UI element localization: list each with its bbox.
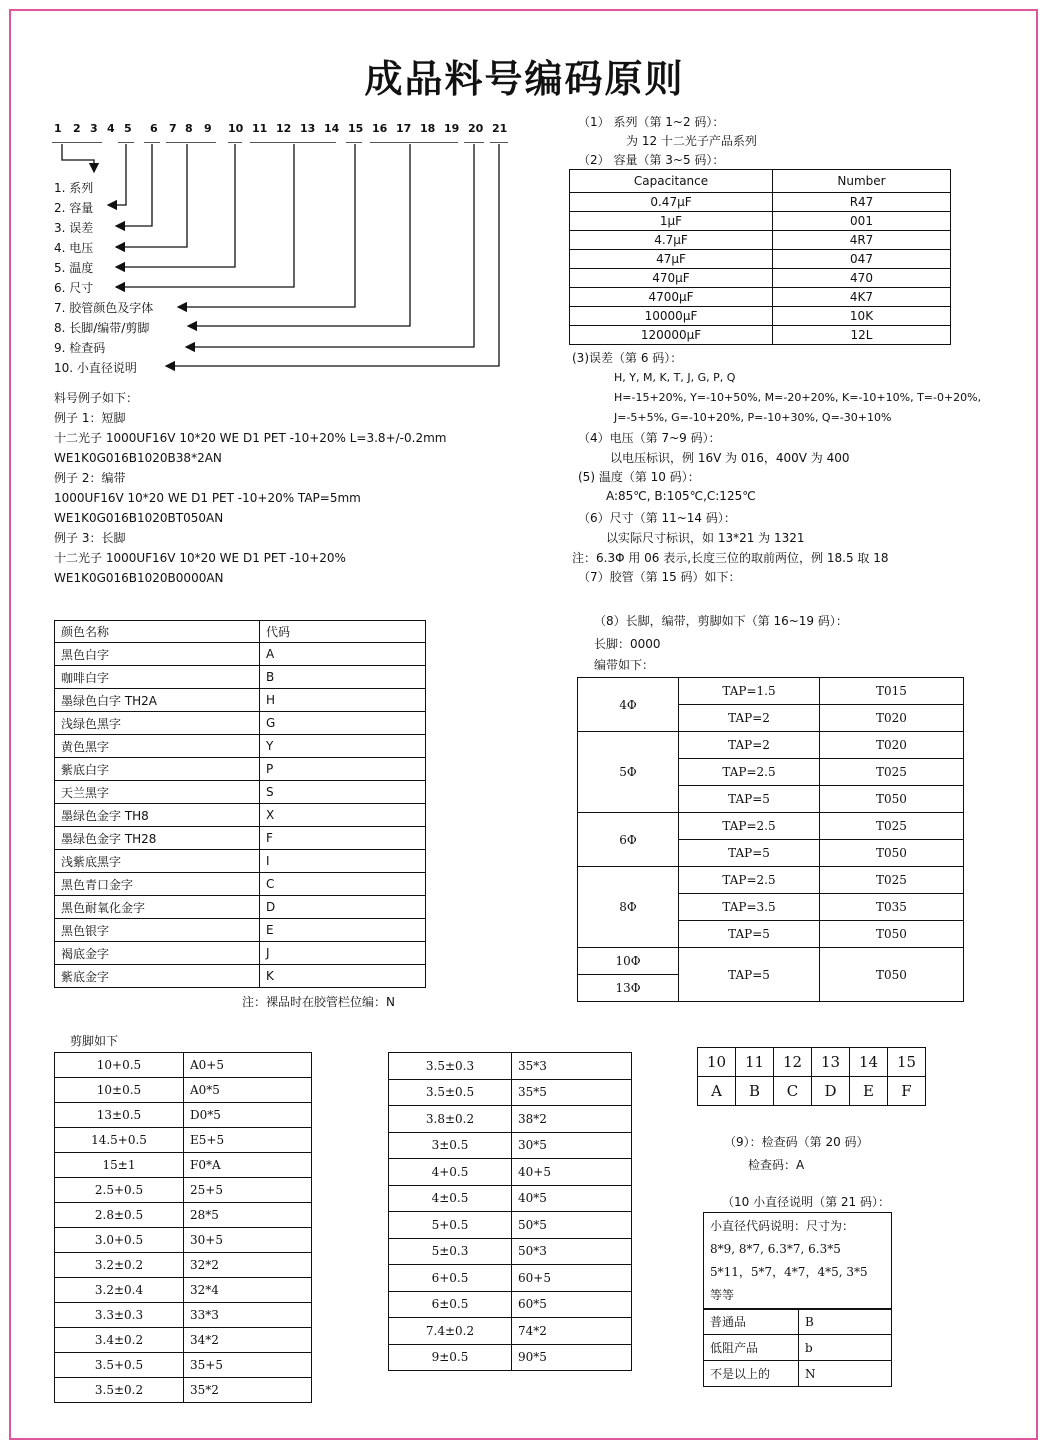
table-row <box>389 1106 632 1133</box>
small-desc-line: 5*11，5*7，4*7，4*5, 3*5 <box>710 1265 868 1279</box>
tap-code: T050 <box>820 921 964 948</box>
cut-code-cell: 74*2 <box>512 1318 632 1345</box>
note-tolerance: (3)误差（第 6 码）： <box>572 351 683 365</box>
table-row <box>55 1103 312 1128</box>
color-table <box>54 620 426 988</box>
digit-label: 4 <box>107 122 115 135</box>
table-row <box>55 1353 312 1378</box>
capacitance-cell: 1μF <box>570 212 773 231</box>
table-row <box>389 1185 632 1212</box>
digit-label: 7 <box>169 122 177 135</box>
hex-cell: 13 <box>812 1048 850 1077</box>
tap-code: T015 <box>820 678 964 705</box>
example-line: 料号例子如下： <box>54 391 139 405</box>
cut-code-cell: 28*5 <box>184 1203 312 1228</box>
table-row <box>55 1278 312 1303</box>
tap-code: T050 <box>820 948 964 1002</box>
table-row <box>55 1178 312 1203</box>
field-label: 4. 电压 <box>54 241 94 255</box>
table-row <box>55 712 426 735</box>
tap-dia-10: 10Φ <box>578 948 679 975</box>
cut-code-cell: 38*2 <box>512 1106 632 1133</box>
small-code-cell: B <box>799 1309 892 1335</box>
tap-pitch: TAP=2.5 <box>679 867 820 894</box>
color-code-cell: I <box>260 850 426 873</box>
table-row <box>55 1228 312 1253</box>
example-line: 十二光子 1000UF16V 10*20 WE D1 PET -10+20% <box>54 551 346 565</box>
cut-code-cell: 50*5 <box>512 1212 632 1239</box>
field-label: 9. 检查码 <box>54 341 106 355</box>
capacitance-cell: 0.47μF <box>570 193 773 212</box>
digit-label: 15 <box>348 122 364 135</box>
table-row <box>55 850 426 873</box>
digit-label: 13 <box>300 122 316 135</box>
hex-cell: F <box>888 1077 926 1106</box>
cut-code-cell: 35*3 <box>512 1053 632 1080</box>
tap-code: T025 <box>820 813 964 840</box>
table-row <box>389 1291 632 1318</box>
cut-code-cell: E5+5 <box>184 1128 312 1153</box>
tap-pitch: TAP=2.5 <box>679 759 820 786</box>
color-name-cell: 黑色耐氧化金字 <box>55 896 260 919</box>
cut-table-1 <box>54 1052 312 1403</box>
page-title: 成品料号编码原则 <box>364 56 685 101</box>
cut-spec-cell: 4+0.5 <box>389 1159 512 1186</box>
example-line: 例子 3：长脚 <box>54 531 126 545</box>
number-cell: 10K <box>773 307 951 326</box>
hex-cell: 11 <box>736 1048 774 1077</box>
cut-code-cell: A0*5 <box>184 1078 312 1103</box>
table-row <box>55 1053 312 1078</box>
table-row <box>55 804 426 827</box>
example-line: 例子 1：短脚 <box>54 411 126 425</box>
field-list <box>54 178 153 378</box>
tap-code: T035 <box>820 894 964 921</box>
field-label: 3. 误差 <box>54 221 94 235</box>
table-row <box>55 735 426 758</box>
tap-dia-4: 4Φ <box>578 678 679 732</box>
color-name-cell: 黑色青口金字 <box>55 873 260 896</box>
color-name-cell: 紫底金字 <box>55 965 260 988</box>
digit-label: 21 <box>492 122 508 135</box>
color-code-cell: H <box>260 689 426 712</box>
digit-label: 11 <box>252 122 268 135</box>
color-name-cell: 浅绿色黑字 <box>55 712 260 735</box>
note-temp: (5) 温度（第 10 码）： <box>578 470 700 484</box>
example-line: 1000UF16V 10*20 WE D1 PET -10+20% TAP=5mm <box>54 491 361 505</box>
table-row <box>55 689 426 712</box>
small-type-cell: 不是以上的 <box>704 1361 799 1387</box>
cut-title: 剪脚如下 <box>70 1034 119 1048</box>
table-row <box>389 1318 632 1345</box>
cut-spec-cell: 3.2±0.4 <box>55 1278 184 1303</box>
cut-spec-cell: 3.8±0.2 <box>389 1106 512 1133</box>
table-row <box>55 965 426 988</box>
color-code-cell: A <box>260 643 426 666</box>
number-cell: 047 <box>773 250 951 269</box>
cut-code-cell: A0+5 <box>184 1053 312 1078</box>
note-small-dia: （10 小直径说明（第 21 码）： <box>722 1195 890 1209</box>
cut-spec-cell: 5±0.3 <box>389 1238 512 1265</box>
note-check-value: 检查码：A <box>748 1158 805 1172</box>
tolerance-values-2: J=-5+5%, G=-10+20%, P=-10+30%, Q=-30+10% <box>614 411 892 424</box>
color-code-cell: G <box>260 712 426 735</box>
table-row <box>389 1053 632 1080</box>
table-row <box>55 758 426 781</box>
tap-code: T025 <box>820 867 964 894</box>
field-label: 6. 尺寸 <box>54 281 94 295</box>
number-cell: 12L <box>773 326 951 345</box>
tap-pitch: TAP=2 <box>679 732 820 759</box>
cut-spec-cell: 6±0.5 <box>389 1291 512 1318</box>
color-name-cell: 黄色黑字 <box>55 735 260 758</box>
note-voltage: （4）电压（第 7~9 码）： <box>578 431 721 445</box>
small-desc-line: 等等 <box>710 1288 735 1302</box>
cut-code-cell: 30*5 <box>512 1132 632 1159</box>
tap-dia-13: 13Φ <box>578 975 679 1002</box>
digit-label: 1 <box>54 122 62 135</box>
hex-table <box>697 1047 926 1106</box>
small-type-cell: 低阻产品 <box>704 1335 799 1361</box>
cut-spec-cell: 3.5±0.3 <box>389 1053 512 1080</box>
color-code-cell: X <box>260 804 426 827</box>
cut-spec-cell: 10±0.5 <box>55 1078 184 1103</box>
color-name-cell: 褐底金字 <box>55 942 260 965</box>
cut-code-cell: 90*5 <box>512 1344 632 1371</box>
note-size-remark: 注：6.3Φ 用 06 表示,长度三位的取前两位，例 18.5 取 18 <box>572 551 889 565</box>
tap-pitch: TAP=3.5 <box>679 894 820 921</box>
field-label: 7. 胶管颜色及字体 <box>54 301 154 315</box>
cut-code-cell: F0*A <box>184 1153 312 1178</box>
small-desc-line: 小直径代码说明：尺寸为： <box>710 1219 855 1233</box>
cut-code-cell: 34*2 <box>184 1328 312 1353</box>
table-row <box>389 1344 632 1371</box>
hex-cell: A <box>698 1077 736 1106</box>
digit-label: 9 <box>204 122 212 135</box>
note-size: （6）尺寸（第 11~14 码）： <box>578 511 736 525</box>
cut-spec-cell: 4±0.5 <box>389 1185 512 1212</box>
field-label: 2. 容量 <box>54 201 94 215</box>
color-code-cell: B <box>260 666 426 689</box>
color-code-cell: D <box>260 896 426 919</box>
color-code-cell: C <box>260 873 426 896</box>
color-code-cell: E <box>260 919 426 942</box>
hex-cell: 10 <box>698 1048 736 1077</box>
color-name-cell: 浅紫底黑字 <box>55 850 260 873</box>
table-row <box>55 1303 312 1328</box>
color-code-cell: P <box>260 758 426 781</box>
tap-code: T020 <box>820 732 964 759</box>
table-row <box>55 919 426 942</box>
table-row <box>570 326 951 345</box>
table-row <box>55 1253 312 1278</box>
field-label: 5. 温度 <box>54 261 94 275</box>
table-row <box>704 1361 892 1387</box>
table-row <box>55 1128 312 1153</box>
table-row <box>704 1335 892 1361</box>
note-temp-desc: A:85℃, B:105℃,C:125℃ <box>606 489 756 503</box>
table-row <box>389 1265 632 1292</box>
cut-code-cell: 60+5 <box>512 1265 632 1292</box>
cut-code-cell: 25+5 <box>184 1178 312 1203</box>
capacitance-cell: 4700μF <box>570 288 773 307</box>
table-row <box>389 1132 632 1159</box>
field-label: 8. 长脚/编带/剪脚 <box>54 321 150 335</box>
cut-spec-cell: 3.5+0.5 <box>55 1353 184 1378</box>
note-voltage-desc: 以电压标识，例 16V 为 016，400V 为 400 <box>610 451 850 465</box>
cut-spec-cell: 2.8±0.5 <box>55 1203 184 1228</box>
tap-code: T025 <box>820 759 964 786</box>
table-row <box>389 1238 632 1265</box>
hex-cell: 14 <box>850 1048 888 1077</box>
cut-spec-cell: 3.5±0.5 <box>389 1079 512 1106</box>
table-row <box>55 1153 312 1178</box>
cut-code-cell: 60*5 <box>512 1291 632 1318</box>
digit-label: 18 <box>420 122 436 135</box>
cut-spec-cell: 3±0.5 <box>389 1132 512 1159</box>
number-cell: 001 <box>773 212 951 231</box>
capacitance-cell: 470μF <box>570 269 773 288</box>
digit-label: 8 <box>185 122 193 135</box>
digit-label: 6 <box>150 122 158 135</box>
digit-label: 5 <box>124 122 132 135</box>
color-code-cell: J <box>260 942 426 965</box>
tap-pitch: TAP=5 <box>679 786 820 813</box>
tap-pitch: TAP=5 <box>679 921 820 948</box>
field-label: 10. 小直径说明 <box>54 361 137 375</box>
small-type-cell: 普通品 <box>704 1309 799 1335</box>
capacitance-cell: 47μF <box>570 250 773 269</box>
note-series-desc: 为 12 十二光子产品系列 <box>626 134 757 148</box>
cut-code-cell: 33*3 <box>184 1303 312 1328</box>
cut-spec-cell: 3.3±0.3 <box>55 1303 184 1328</box>
cut-spec-cell: 14.5+0.5 <box>55 1128 184 1153</box>
example-line: WE1K0G016B1020BT050AN <box>54 511 224 525</box>
note-capacity: （2） 容量（第 3~5 码）： <box>578 153 725 167</box>
digit-label: 20 <box>468 122 484 135</box>
color-code-cell: F <box>260 827 426 850</box>
example-line: 十二光子 1000UF16V 10*20 WE D1 PET -10+20% L=3.8+/-0.2mm <box>54 431 447 445</box>
color-name-cell: 墨绿色金字 TH8 <box>55 804 260 827</box>
table-row <box>570 231 951 250</box>
digit-label: 19 <box>444 122 460 135</box>
digit-label: 2 <box>73 122 81 135</box>
cut-code-cell: 32*4 <box>184 1278 312 1303</box>
capacitance-cell: 10000μF <box>570 307 773 326</box>
note-check: （9）：检查码（第 20 码） <box>724 1135 869 1149</box>
table-row <box>55 896 426 919</box>
note-leads: （8）长脚，编带，剪脚如下（第 16~19 码）： <box>594 614 848 628</box>
cut-spec-cell: 3.2±0.2 <box>55 1253 184 1278</box>
number-cell: 4R7 <box>773 231 951 250</box>
table-row <box>55 666 426 689</box>
table-row <box>55 643 426 666</box>
table-row <box>55 827 426 850</box>
small-desc-line: 8*9, 8*7, 6.3*7, 6.3*5 <box>710 1242 841 1256</box>
color-code-cell: Y <box>260 735 426 758</box>
hex-cell: B <box>736 1077 774 1106</box>
example-line: WE1K0G016B1020B38*2AN <box>54 451 222 465</box>
tolerance-values-1: H=-15+20%, Y=-10+50%, M=-20+20%, K=-10+10%, T=-0+20%, <box>614 391 982 404</box>
table-row <box>704 1309 892 1335</box>
table-row <box>55 873 426 896</box>
cut-code-cell: 40*5 <box>512 1185 632 1212</box>
tap-pitch: TAP=5 <box>679 840 820 867</box>
capacitance-table <box>569 169 951 345</box>
cut-code-cell: 35*2 <box>184 1378 312 1403</box>
cut-spec-cell: 3.0+0.5 <box>55 1228 184 1253</box>
capacitance-cell: 4.7μF <box>570 231 773 250</box>
color-code-header: 代码 <box>260 621 426 643</box>
hex-cell: 12 <box>774 1048 812 1077</box>
example-line: WE1K0G016B1020B0000AN <box>54 571 224 585</box>
cut-code-cell: 32*2 <box>184 1253 312 1278</box>
tap-code: T020 <box>820 705 964 732</box>
table-row <box>55 781 426 804</box>
tolerance-codes <box>614 368 981 428</box>
table-row <box>55 1378 312 1403</box>
color-name-cell: 墨绿色白字 TH2A <box>55 689 260 712</box>
hex-cell: D <box>812 1077 850 1106</box>
note-sleeve: （7）胶管（第 15 码）如下： <box>578 570 741 584</box>
color-note: 注：裸品时在胶管栏位编：N <box>242 995 395 1009</box>
note-tape: 编带如下： <box>594 658 655 672</box>
cut-spec-cell: 3.4±0.2 <box>55 1328 184 1353</box>
cut-code-cell: 35+5 <box>184 1353 312 1378</box>
examples <box>54 388 446 588</box>
table-row <box>55 1328 312 1353</box>
number-cell: 470 <box>773 269 951 288</box>
tap-dia-8: 8Φ <box>578 867 679 948</box>
small-dia-table <box>703 1308 892 1387</box>
cut-spec-cell: 10+0.5 <box>55 1053 184 1078</box>
cut-spec-cell: 13±0.5 <box>55 1103 184 1128</box>
field-label: 1. 系列 <box>54 181 94 195</box>
digit-label: 12 <box>276 122 292 135</box>
cut-code-cell: 35*5 <box>512 1079 632 1106</box>
color-name-cell: 天兰黑字 <box>55 781 260 804</box>
table-row <box>570 288 951 307</box>
tap-pitch: TAP=2 <box>679 705 820 732</box>
cut-code-cell: 30+5 <box>184 1228 312 1253</box>
cut-spec-cell: 2.5+0.5 <box>55 1178 184 1203</box>
digit-label: 16 <box>372 122 388 135</box>
note-series: （1） 系列（第 1~2 码）： <box>578 115 725 129</box>
cut-code-cell: 50*3 <box>512 1238 632 1265</box>
tap-code: T050 <box>820 786 964 813</box>
small-code-cell: b <box>799 1335 892 1361</box>
small-code-cell: N <box>799 1361 892 1387</box>
cut-code-cell: 40+5 <box>512 1159 632 1186</box>
color-name-cell: 咖啡白字 <box>55 666 260 689</box>
cut-spec-cell: 6+0.5 <box>389 1265 512 1292</box>
tap-code: T050 <box>820 840 964 867</box>
cut-spec-cell: 7.4±0.2 <box>389 1318 512 1345</box>
cut-code-cell: D0*5 <box>184 1103 312 1128</box>
digit-label: 10 <box>228 122 244 135</box>
cut-spec-cell: 15±1 <box>55 1153 184 1178</box>
table-row <box>570 269 951 288</box>
color-name-cell: 黑色银字 <box>55 919 260 942</box>
table-row <box>570 212 951 231</box>
tap-pitch: TAP=5 <box>679 948 820 1002</box>
table-row <box>389 1159 632 1186</box>
capacitance-cell: 120000μF <box>570 326 773 345</box>
color-name-header: 颜色名称 <box>55 621 260 643</box>
example-line: 例子 2：编带 <box>54 471 126 485</box>
table-row <box>55 1203 312 1228</box>
tap-dia-5: 5Φ <box>578 732 679 813</box>
tap-pitch: TAP=2.5 <box>679 813 820 840</box>
color-name-cell: 墨绿色金字 TH28 <box>55 827 260 850</box>
table-row <box>570 193 951 212</box>
digit-label: 14 <box>324 122 340 135</box>
table-row <box>389 1079 632 1106</box>
note-size-desc: 以实际尺寸标识，如 13*21 为 1321 <box>606 531 805 545</box>
hex-cell: E <box>850 1077 888 1106</box>
table-row <box>570 250 951 269</box>
note-long-lead: 长脚：0000 <box>594 637 661 651</box>
small-dia-desc <box>703 1212 892 1310</box>
cut-spec-cell: 5+0.5 <box>389 1212 512 1239</box>
tap-dia-6: 6Φ <box>578 813 679 867</box>
num-header: Number <box>773 170 951 193</box>
cap-header: Capacitance <box>570 170 773 193</box>
hex-cell: 15 <box>888 1048 926 1077</box>
hex-cell: C <box>774 1077 812 1106</box>
color-code-cell: S <box>260 781 426 804</box>
number-cell: 4K7 <box>773 288 951 307</box>
cut-spec-cell: 9±0.5 <box>389 1344 512 1371</box>
digit-label: 3 <box>90 122 98 135</box>
color-code-cell: K <box>260 965 426 988</box>
table-row <box>55 942 426 965</box>
table-row <box>55 1078 312 1103</box>
tap-pitch: TAP=1.5 <box>679 678 820 705</box>
tolerance-letters: H, Y, M, K, T, J, G, P, Q <box>614 371 736 384</box>
cut-table-2 <box>388 1052 632 1371</box>
color-name-cell: 黑色白字 <box>55 643 260 666</box>
color-name-cell: 紫底白字 <box>55 758 260 781</box>
cut-spec-cell: 3.5±0.2 <box>55 1378 184 1403</box>
digit-label: 17 <box>396 122 412 135</box>
table-row <box>570 307 951 326</box>
number-cell: R47 <box>773 193 951 212</box>
tap-table <box>577 677 964 1002</box>
table-row <box>389 1212 632 1239</box>
